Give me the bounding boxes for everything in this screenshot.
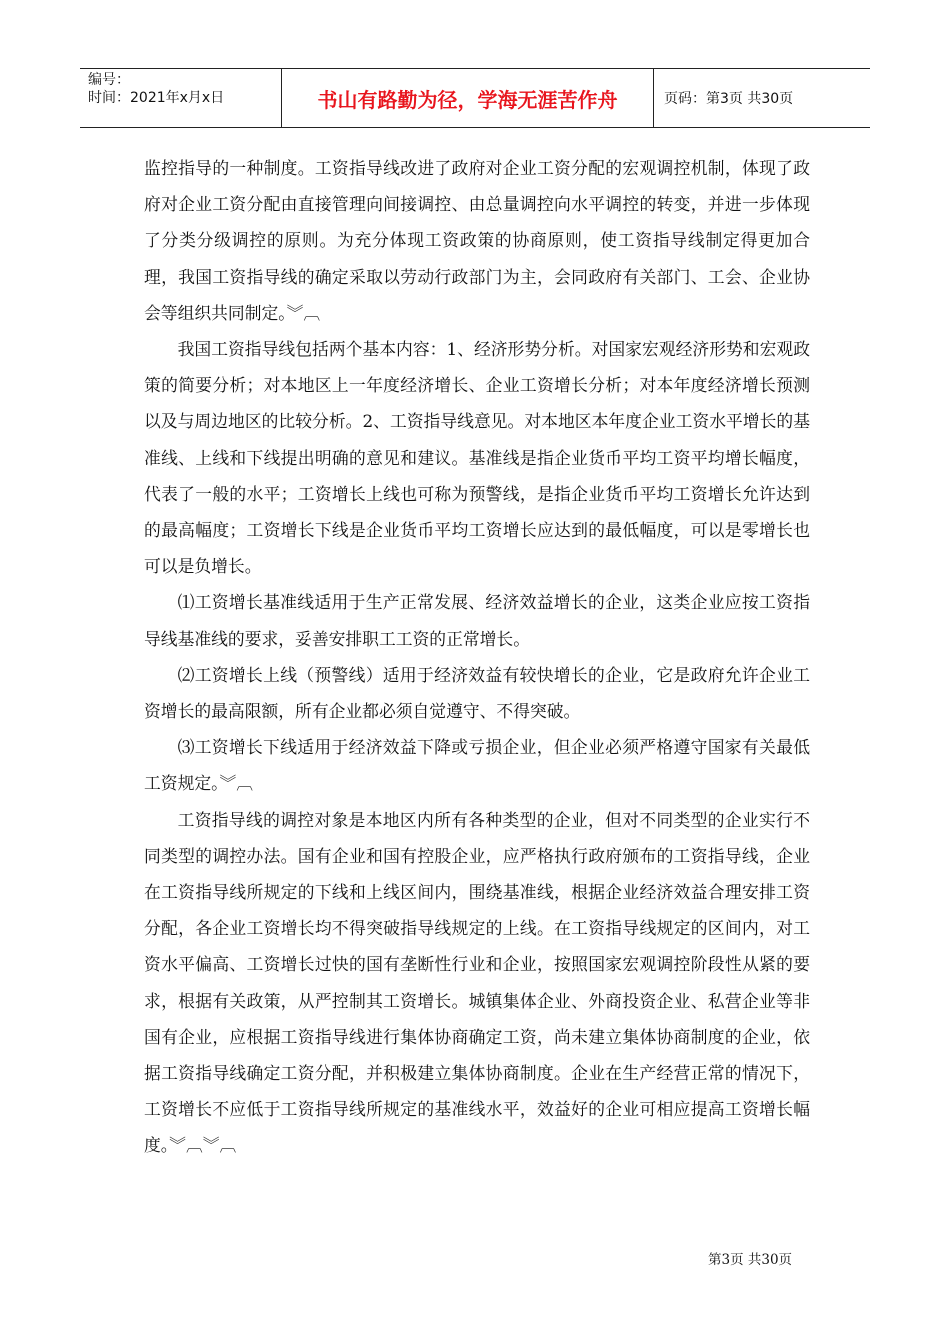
page-header [80, 68, 870, 128]
page-footer-number: 第3页 共30页 [708, 1252, 793, 1268]
document-number-label: 编号： [88, 72, 130, 88]
body-paragraph: 工资指导线的调控对象是本地区内所有各种类型的企业，但对不同类型的企业实行不同类型的调控办法。国有企业和国有控股企业，应严格执行政府颁布的工资指导线，企业在工资指导线所规定的下线和上线区间内，围绕基准线，根据企业经济效益合理安排工资分配，各企业工资增长均不得突破指导线规定的上线。在工资指导线规定的区间内，对工资水平偏高、工资增长过快的国有垄断性行业和企业，按照国家宏观调控阶段性从紧的要求，根据有关政策，从严控制其工资增长。城镇集体企业、外商投资企业、私营企业等非国有企业，应根据工资指导线进行集体协商确定工资，尚未建立集体协商制度的企业，依据工资指导线确定工资分配，并积极建立集体协商制度。企业在生产经营正常的情况下，工资增长不应低于工资指导线所规定的基准线水平，效益好的企业可相应提高工资增长幅度。︾︹︾︹ [144, 809, 810, 1156]
header-meta [80, 69, 282, 127]
body-paragraph: 监控指导的一种制度。工资指导线改进了政府对企业工资分配的宏观调控机制，体现了政府对企业工资分配由直接管理向间接调控、由总量调控向水平调控的转变，并进一步体现了分类分级调控的原则。为充分体现工资政策的协商原则，使工资指导线制定得更加合理，我国工资指导线的确定采取以劳动行政部门为主，会同政府有关部门、工会、企业协会等组织共同制定。︾︹ [144, 158, 810, 323]
body-paragraph: ⑵工资增长上线（预警线）适用于经济效益有较快增长的企业，它是政府允许企业工资增长的最高限额，所有企业都必须自觉遵守、不得突破。 [144, 664, 810, 722]
body-paragraph: ⑴工资增长基准线适用于生产正常发展、经济效益增长的企业，这类企业应按工资指导线基准线的要求，妥善安排职工工资的正常增长。 [144, 592, 810, 649]
body-paragraph: ⑶工资增长下线适用于经济效益下降或亏损企业，但企业必须严格遵守国家有关最低工资规定。︾︹ [144, 737, 810, 794]
document-body [144, 150, 810, 1164]
header-page-number: 页码：第3页 共30页 [664, 91, 794, 107]
body-paragraph: 我国工资指导线包括两个基本内容：1、经济形势分析。对国家宏观经济形势和宏观政策的简要分析；对本地区上一年度经济增长、企业工资增长分析；对本年度经济增长预测以及与周边地区的比较分析。2、工资指导线意见。对本地区本年度企业工资水平增长的基准线、上线和下线提出明确的意见和建议。基准线是指企业货币平均工资平均增长幅度，代表了一般的水平；工资增长上线也可称为预警线，是指企业货币平均工资增长允许达到的最高幅度；工资增长下线是企业货币平均工资增长应达到的最低幅度，可以是零增长也可以是负增长。 [144, 339, 810, 577]
header-motto: 书山有路勤为径，学海无涯苦作舟 [282, 69, 654, 127]
document-time-label: 时间：2021年x月x日 [88, 90, 225, 106]
